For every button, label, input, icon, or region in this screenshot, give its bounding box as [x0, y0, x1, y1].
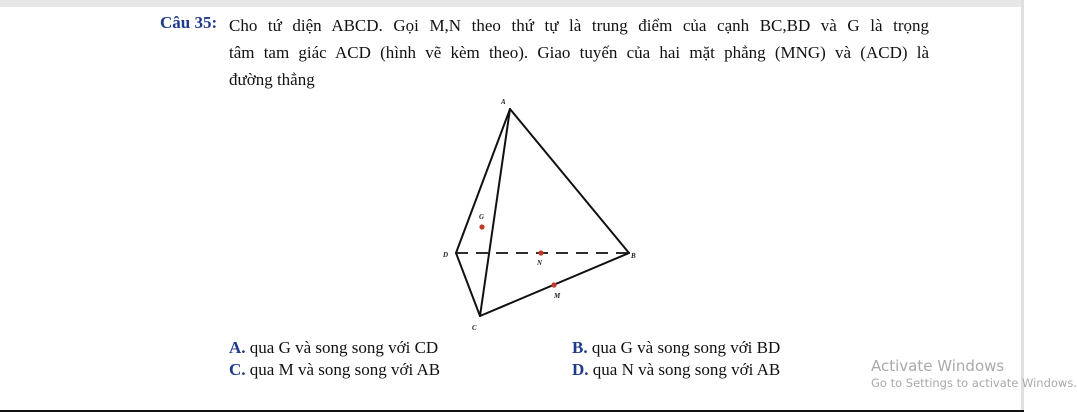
option-b-text: qua G và song song với BD	[591, 338, 781, 357]
label-m: M	[554, 292, 561, 300]
label-n: N	[537, 259, 543, 267]
question-line-2: tâm tam giác ACD (hình vẽ kèm theo). Giao tuyến của hai mặt phẳng (MNG) và (ACD) là	[229, 43, 929, 62]
option-c-letter: C.	[229, 360, 246, 379]
option-d-text: qua N và song song với AB	[592, 360, 781, 379]
option-c-text: qua M và song song với AB	[249, 360, 441, 379]
option-c[interactable]	[229, 360, 440, 380]
activate-windows-title: Activate Windows	[871, 357, 1005, 375]
label-a: A	[501, 98, 506, 106]
edge-ad	[456, 109, 510, 253]
point-n	[538, 250, 543, 255]
activate-windows-subtitle: Go to Settings to activate Windows.	[871, 376, 1077, 390]
label-g: G	[479, 213, 485, 221]
option-a-letter: A.	[229, 338, 246, 357]
option-b[interactable]	[572, 338, 780, 358]
question-number: Câu 35:	[160, 13, 218, 32]
option-d-letter: D.	[572, 360, 589, 379]
label-c: C	[472, 324, 477, 332]
option-a[interactable]	[229, 338, 438, 358]
point-m	[551, 282, 556, 287]
question-line-3: đường thẳng	[229, 70, 315, 89]
edge-dc	[456, 253, 480, 316]
edge-ac	[480, 109, 510, 316]
question-line-1: Cho tứ diện ABCD. Gọi M,N theo thứ tự là trung điểm của cạnh BC,BD và G là trọng	[229, 16, 929, 35]
label-b: B	[631, 252, 636, 260]
option-a-text: qua G và song song với CD	[249, 338, 439, 357]
label-d: D	[443, 251, 449, 259]
option-d[interactable]	[572, 360, 780, 380]
option-b-letter: B.	[572, 338, 588, 357]
edge-ab	[510, 109, 629, 253]
point-g	[479, 224, 484, 229]
